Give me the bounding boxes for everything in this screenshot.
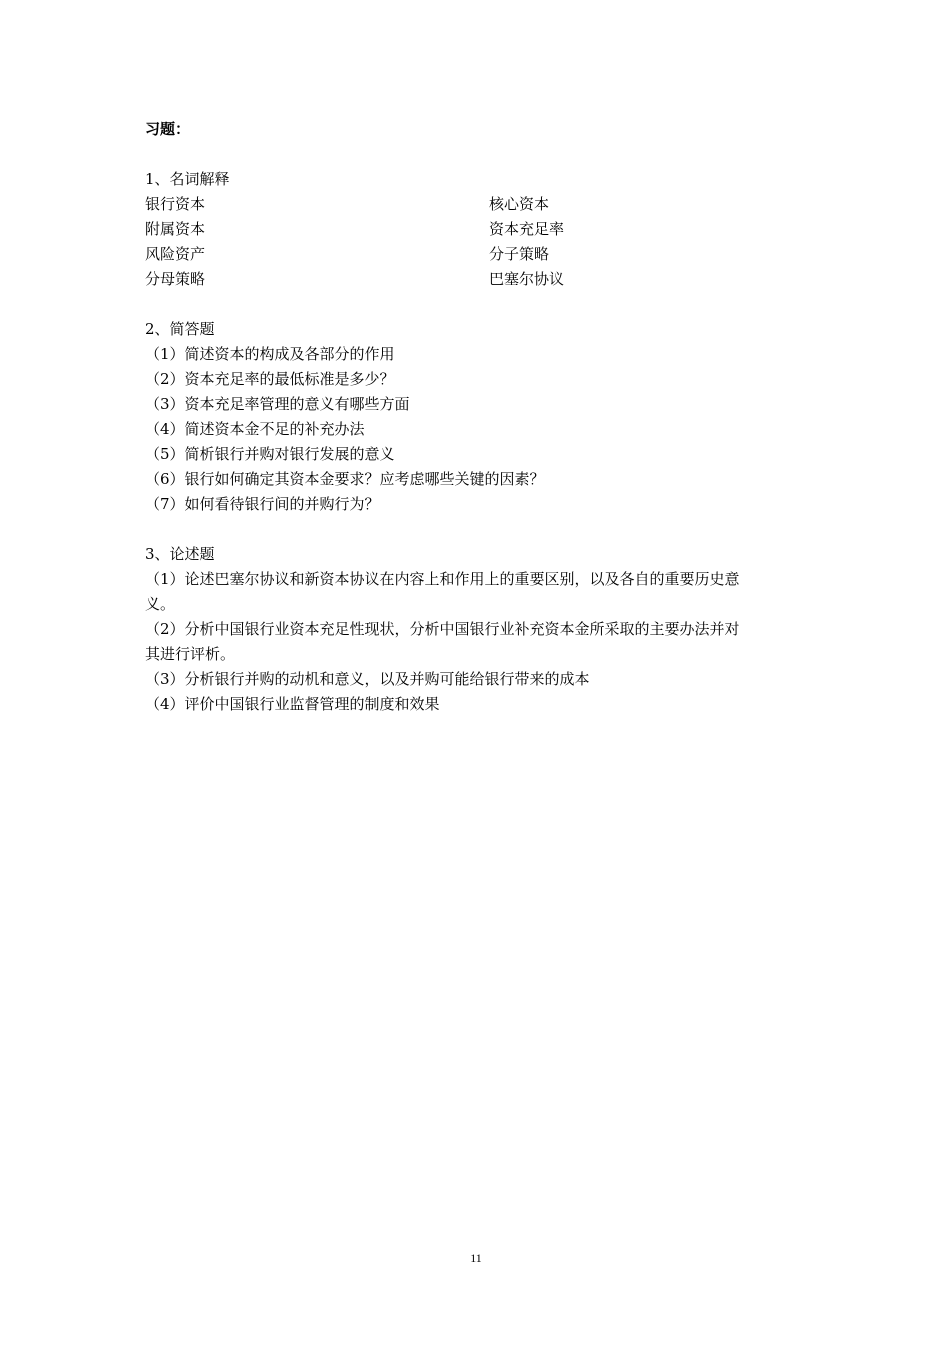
section-heading: 1、名词解释 bbox=[145, 170, 230, 188]
essay-question-line: 义。 bbox=[145, 595, 176, 613]
term-item: 巴塞尔协议 bbox=[489, 270, 565, 288]
question-item: （6）银行如何确定其资本金要求？应考虑哪些关键的因素？ bbox=[145, 470, 545, 488]
section-essay bbox=[145, 542, 815, 717]
term-item: 分母策略 bbox=[145, 270, 206, 288]
spacer bbox=[145, 292, 815, 317]
essay-question-line: （2）分析中国银行业资本充足性现状，分析中国银行业补充资本金所采取的主要办法并对 bbox=[145, 620, 740, 638]
question-item: （7）如何看待银行间的并购行为？ bbox=[145, 495, 380, 513]
term-item: 资本充足率 bbox=[489, 220, 565, 238]
section-heading: 2、简答题 bbox=[145, 320, 215, 338]
question-item: （5）简析银行并购对银行发展的意义 bbox=[145, 445, 395, 463]
essay-question-line: （4）评价中国银行业监督管理的制度和效果 bbox=[145, 695, 440, 713]
essay-question-line: （3）分析银行并购的动机和意义，以及并购可能给银行带来的成本 bbox=[145, 670, 590, 688]
question-item: （1）简述资本的构成及各部分的作用 bbox=[145, 345, 395, 363]
page-number: 11 bbox=[470, 1251, 482, 1265]
term-item: 风险资产 bbox=[145, 245, 206, 263]
question-item: （2）资本充足率的最低标准是多少？ bbox=[145, 370, 395, 388]
term-item: 银行资本 bbox=[145, 195, 206, 213]
spacer bbox=[145, 517, 815, 542]
essay-question-line: （1）论述巴塞尔协议和新资本协议在内容上和作用上的重要区别，以及各自的重要历史意 bbox=[145, 570, 740, 588]
question-item: （3）资本充足率管理的意义有哪些方面 bbox=[145, 395, 410, 413]
exercise-content bbox=[145, 117, 815, 717]
term-item: 附属资本 bbox=[145, 220, 206, 238]
essay-question-line: 其进行评析。 bbox=[145, 645, 236, 663]
section-short-answer bbox=[145, 317, 815, 517]
terms-grid bbox=[145, 192, 815, 292]
term-item: 核心资本 bbox=[489, 195, 550, 213]
section-terms bbox=[145, 167, 815, 292]
term-item: 分子策略 bbox=[489, 245, 550, 263]
question-item: （4）简述资本金不足的补充办法 bbox=[145, 420, 365, 438]
section-heading: 3、论述题 bbox=[145, 545, 215, 563]
page-title: 习题： bbox=[145, 120, 191, 138]
